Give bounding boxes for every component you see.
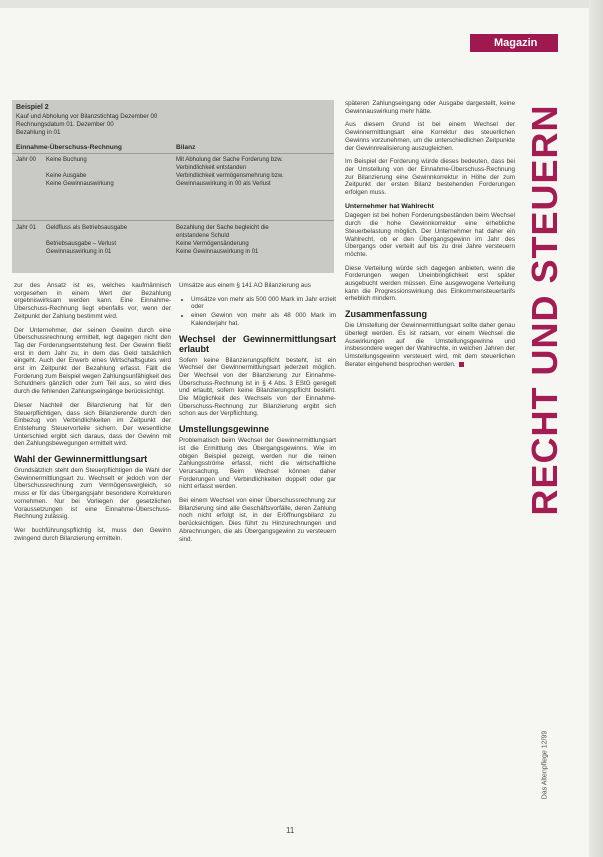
criteria-list (179, 296, 336, 328)
side-credit-text: Das Altenpflege 12/99 (541, 730, 549, 800)
example-cell: Keine Buchung (46, 157, 87, 163)
example-box (12, 100, 334, 273)
example-cell: Bezahlung der Sache begleicht die (176, 225, 269, 231)
paragraph: Umsätze aus einem § 141 AO Bilanzierung aus (179, 282, 311, 289)
subheading: Wechsel der Gewinnermittlungsart erlaubt (179, 333, 336, 354)
paragraph: Dieser Nachteil der Bilanzierung hat für den Steuerpflichtigen, dass sich Bilanzierende durch den Einbezug von Verbindlichkeiten im Zeitpunkt der Entstehung Steuervorteile sichern. Der wesentliche Unterschied ergibt sich daraus, dass der Gewinn mit den Zahlungsbewegungen ermittelt wird. (14, 401, 171, 448)
article-column-3 (345, 100, 515, 812)
paragraph: Sofern keine Bilanzierungspflicht besteht, ist ein Wechsel der Gewinnermittlungsart jederzeit möglich. Der Wechsel von der Bilanzierung zur Einnahme-Überschuss-Rechnung ist in § 4 Abs. 3 EStG geregelt und erlaubt, sofern keine Bilanzierungspflicht besteht. Die Möglichkeit des Wechsels von der Einnahme-Überschuss-Rechnung zur Bilanzierung ergibt sich schon aus der Verpflichtung. (179, 356, 336, 418)
vertical-section-title (520, 70, 570, 550)
example-line: Bezahlung in 01 (16, 129, 61, 136)
example-line: Kauf und Abholung vor Bilanzstichtag Dezember 00 (16, 113, 158, 120)
example-cell: Verbindlichkeit entstanden (176, 165, 247, 171)
page-top-edge (0, 0, 603, 8)
example-cell: Keine Ausgabe (46, 173, 87, 179)
paragraph: Diese Verteilung würde sich dagegen anbieten, wenn die Forderungen wegen Uneinbringlichkeit erst später ausgebucht werden müssen. Eine ausgewogene Verteilung kann die Progressionswirkung des Einkommensteuertarifs erheblich mindern. (345, 264, 515, 303)
page-binding-edge (589, 0, 603, 857)
example-title: Beispiel 2 (16, 104, 49, 111)
example-cell: Gewinnauswirkung in 00 als Verlust (176, 181, 271, 187)
article-column-1 (14, 282, 171, 812)
paragraph: Dagegen ist bei hohen Forderungsbeständen beim Wechsel durch die hohe Gewinnkorrektur eine erhebliche Steuerbelastung möglich. Der Unternehmer hat daher ein Wahlrecht, ob er den Übergangsgewinn im Jahr des Übergangs oder verteilt auf bis zu drei Jahre versteuern möchte. (345, 212, 515, 258)
list-item: • Umsätze von mehr als 500 000 Mark im Jahr erzielt oder (191, 296, 336, 311)
paragraph: späteren Zahlungseingang oder Ausgabe dargestellt, keine Gewinnauswirkung mehr hätte. (345, 100, 515, 115)
paragraph (345, 322, 515, 368)
side-credit (538, 700, 552, 830)
example-cell: Mit Abholung der Sache Forderung bzw. (176, 157, 283, 163)
article-column-2 (179, 282, 336, 812)
subheading: Wahl der Gewinnermittlungsart (14, 454, 148, 465)
paragraph: Bei einem Wechsel von einer Überschussrechnung zur Bilanzierung sind alle Geschäftsvorfälle, deren Zahlung noch nicht erfolgt ist, in der Eröffnungsbilanz zu berücksichtigen. Dies führt zu Hinzurechnungen und Abrechnungen, die als Übergangsgewinn zu versteuern sind. (179, 497, 336, 543)
paragraph: Wer buchführungspflichtig ist, muss den Gewinn zwingend durch Bilanzierung ermitteln. (14, 526, 171, 542)
subheading: Umstellungsgewinne (179, 424, 270, 435)
example-cell: Keine Gewinnauswirkung in 01 (176, 249, 259, 255)
example-cell: Verbindlichkeit vermögensmehrung bzw. (176, 173, 284, 179)
example-cell: Gewinnauswirkung in 01 (46, 249, 112, 255)
example-divider (12, 220, 334, 221)
paragraph: Im Beispiel der Forderung würde dieses bedeuten, dass bei der Umstellung von der Einnahme-Überschuss-Rechnung zur Bilanzierung eine Gewinnkorrektur in Höhe der zum Zeitpunkt der ersten Bilanz bestehenden Forderungen erfolgen muss. (345, 158, 515, 197)
example-right-header: Bilanz (176, 144, 196, 151)
subheading: Zusammenfassung (345, 309, 428, 320)
example-divider (12, 153, 334, 154)
summary-text: Die Umstellung der Gewinnermittlungsart sollte daher genau überlegt werden. Es ist ratsam, vor einem Wechsel die Auswirkungen auf die Umstellungsgewinne und insbesondere wegen der Wahlrechte, in welchen Jahren der Umstellungsgewinn versteuert wird, mit dem steuerlichen Berater eingehend besprochen werden. (345, 322, 515, 368)
example-cell: entstandene Schuld (176, 233, 230, 239)
example-year: Jahr 01 (16, 225, 37, 231)
example-year: Jahr 00 (16, 157, 37, 163)
example-cell: Geldfluss als Betriebsausgabe (46, 225, 128, 231)
list-item: • einen Gewinn von mehr als 48 000 Mark im Kalenderjahr hat. (191, 312, 336, 327)
example-line: Rechnungsdatum 01. Dezember 00 (16, 121, 114, 128)
paragraph: Der Unternehmer, der seinen Gewinn durch eine Überschussrechnung ermittelt, legt dagegen nicht den Tag der Forderungsentstehung fest. Der Gewinn fließt erst in dem Jahr zu, in dem das Geld tatsächlich eingeht. Auch der Erwerb eines Wirtschaftsgutes wird erst im Zeitpunkt der Bezahlung erfasst. Fällt die Forderung zum Beispiel wegen Zahlungsunfähigkeit des Schuldners gänzlich oder zum Teil aus, so wird dies durch die fehlenden Zahlungseingänge berücksichtigt. (14, 326, 171, 396)
example-cell: Keine Gewinnauswirkung (46, 181, 114, 187)
paragraph: zur des Ansatz ist es, welches kaufmännisch vorgesehen in einem Wert der Bezahlung ergebniswirksam werden kann. Eine Einnahme-Überschuss-Rechnung liegt ebenfalls vor, wenn der Zeitpunkt der Zahlung bestimmt wird. (14, 282, 171, 320)
example-left-header: Einnahme-Überschuss-Rechnung (16, 144, 122, 151)
vertical-title-text: RECHT UND STEUERN (524, 104, 565, 516)
paragraph: Aus diesem Grund ist bei einem Wechsel der Gewinnermittlungsart eine Korrektur des steuerlichen Gewinns vorzunehmen, um die unterschiedlichen Zeitpunkte der Gewinnrealisierung auszugleichen. (345, 121, 515, 152)
section-label: Magazin (470, 34, 558, 52)
paragraph: Grundsätzlich steht dem Steuerpflichtigen die Wahl der Gewinnermittlungsart zu. Wechselt er jedoch von der Überschussrechnung zum Vermögensvergleich, so muss er für das Übergangsjahr besondere Korrekturen vornehmen. Nur bei Vorliegen der gesetzlichen Voraussetzungen ist eine Einnahme-Überschuss-Rechnung zulässig. (14, 467, 171, 521)
subheading: Unternehmer hat Wahlrecht (345, 202, 434, 210)
paragraph: Problematisch beim Wechsel der Gewinnermittlungsart ist die Ermittlung des Übergangsgewinns. Wie im obigen Beispiel gezeigt, werden nur die reinen Zahlungsströme erfasst, nicht die wirtschaftliche Verursachung. Beim Wechsel können daher Forderungen und Verbindlichkeiten doppelt oder gar nicht erfasst werden. (179, 437, 336, 491)
page-number: 11 (286, 826, 295, 835)
example-cell: Keine Vermögensänderung (176, 241, 249, 247)
end-of-article-marker (459, 362, 464, 367)
example-cell: Betriebsausgabe – Verlust (46, 241, 117, 247)
